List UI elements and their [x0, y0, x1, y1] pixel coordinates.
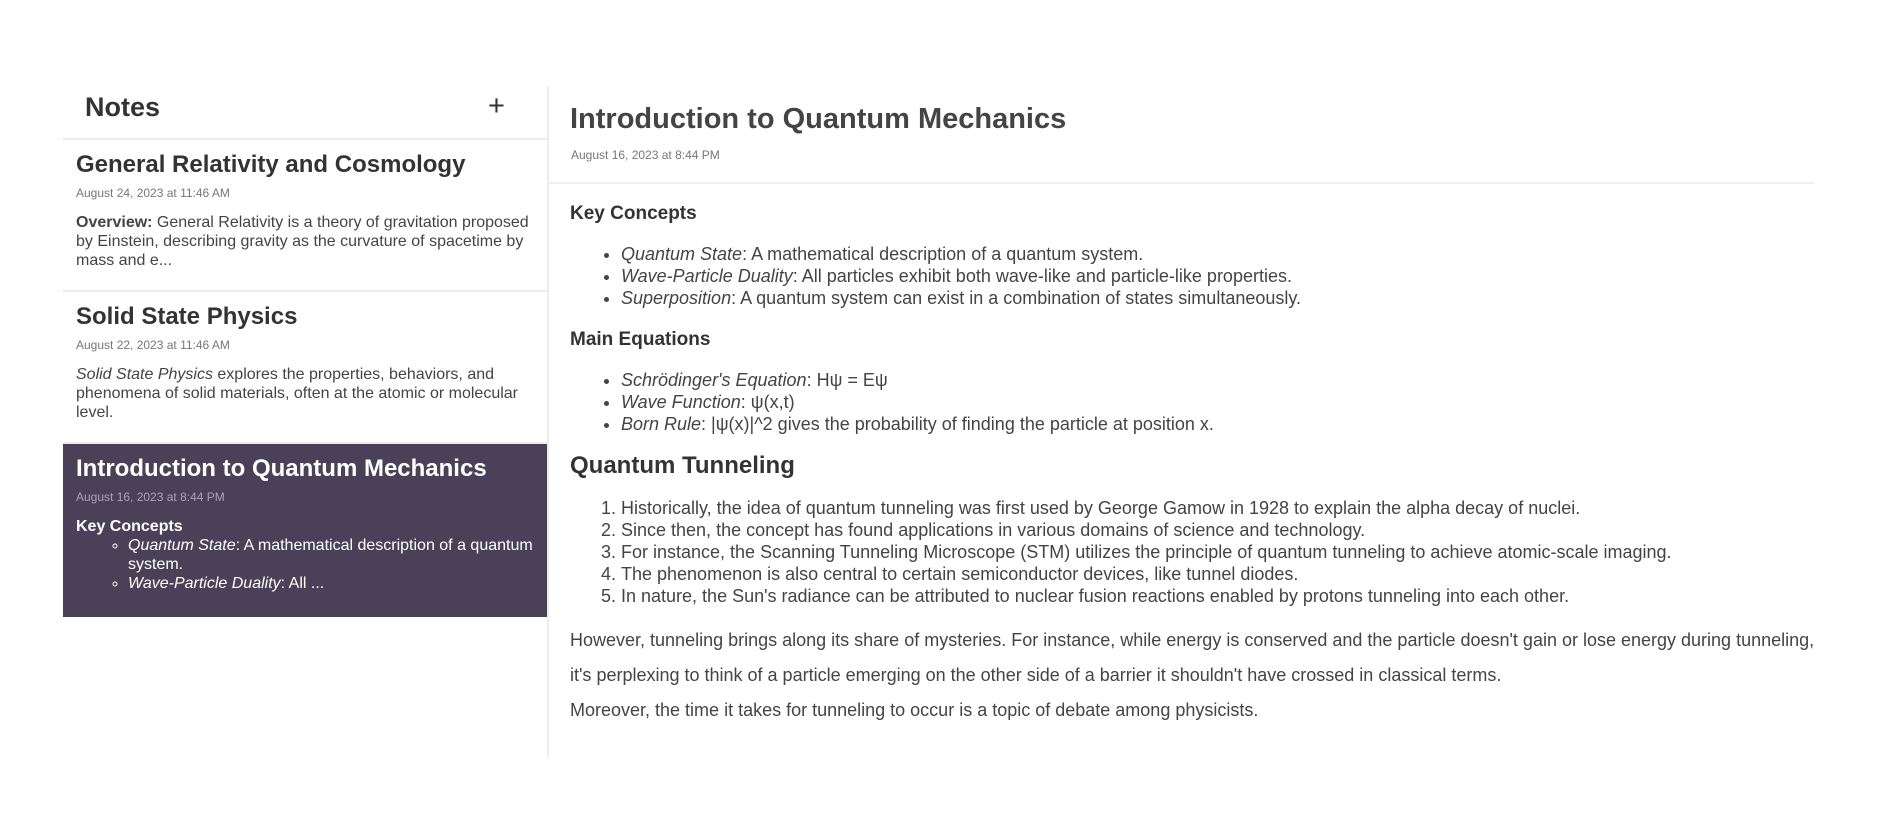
list-item	[621, 369, 1814, 391]
list-item: 1. Historically, the idea of quantum tunneling was first used by George Gamow in 1928 to explain the alpha decay of nuclei.	[621, 497, 1814, 519]
note-preview-italic: Solid State Physics	[76, 366, 213, 383]
list-item	[621, 243, 1814, 265]
note-date: August 16, 2023 at 8:44 PM	[571, 148, 720, 162]
list-item: 3. For instance, the Scanning Tunneling Microscope (STM) utilizes the principle of quantum tunneling to achieve atomic-scale imaging.	[621, 541, 1814, 563]
sidebar-title: Notes	[85, 92, 161, 122]
list-item: 4. The phenomenon is also central to certain semiconductor devices, like tunnel diodes.	[621, 563, 1814, 585]
list-item-term: Wave-Particle Duality	[621, 266, 793, 286]
list-item-text: : A quantum system can exist in a combination of states simultaneously.	[731, 288, 1302, 308]
section-heading-key-concepts: Key Concepts	[570, 203, 697, 224]
note-preview	[76, 517, 534, 593]
list-item-term: Schrödinger's Equation	[621, 370, 807, 390]
tunneling-list	[570, 497, 1814, 607]
note-preview-heading: Key Concepts	[76, 518, 183, 535]
note-title: General Relativity and Cosmology	[76, 151, 466, 178]
list-item-text: : All ...	[280, 575, 325, 592]
key-concepts-list	[570, 243, 1814, 309]
note-preview	[76, 213, 534, 270]
note-editor[interactable]	[547, 86, 1814, 757]
list-item-term: Wave Function	[621, 392, 741, 412]
list-item-text: : |ψ(x)|^2 gives the probability of finding the particle at position x.	[701, 414, 1214, 434]
sidebar-header	[63, 86, 547, 140]
paragraph: However, tunneling brings along its share of mysteries. For instance, while energy is conserved and the particle doesn't gain or lose energy during tunneling,	[570, 630, 1814, 650]
list-item-term: Born Rule	[621, 414, 702, 434]
section-heading-quantum-tunneling: Quantum Tunneling	[570, 452, 795, 479]
section-heading-main-equations: Main Equations	[570, 329, 711, 350]
note-preview-text: explores the properties, behaviors, and phenomena of solid materials, often at the atomic or molecular level.	[76, 366, 519, 421]
paragraph: it's perplexing to think of a particle emerging on the other side of a barrier it shouldn't have crossed in classical terms.	[570, 665, 1502, 685]
list-item-term: Quantum State	[621, 244, 743, 264]
list-item-text: : A mathematical description of a quantum system.	[128, 537, 533, 573]
note-preview-list	[76, 536, 534, 593]
paragraph: Moreover, the time it takes for tunneling to occur is a topic of debate among physicists.	[570, 700, 1259, 720]
note-preview	[76, 365, 534, 422]
list-item-text: : ψ(x,t)	[740, 392, 795, 412]
list-item: 5. In nature, the Sun's radiance can be attributed to nuclear fusion reactions enabled by protons tunneling into each other.	[621, 585, 1814, 607]
note-preview-bold: Overview:	[76, 214, 153, 231]
list-item	[621, 265, 1814, 287]
note-preview-text: General Relativity is a theory of gravitation proposed by Einstein, describing gravity as the curvature of spacetime by mass and e...	[76, 214, 529, 269]
divider	[549, 182, 1814, 184]
note-title: Solid State Physics	[76, 303, 298, 330]
equations-list	[570, 369, 1814, 435]
note-title: Introduction to Quantum Mechanics	[76, 455, 487, 482]
list-item-term: Wave-Particle Duality	[128, 575, 281, 592]
list-item-text: : All particles exhibit both wave-like and particle-like properties.	[792, 266, 1292, 286]
note-content[interactable]	[570, 203, 1814, 734]
note-date: August 22, 2023 at 11:46 AM	[76, 338, 230, 352]
add-note-button[interactable]: +	[488, 90, 505, 122]
list-item-term: Superposition	[621, 288, 732, 308]
note-item-quantum-mechanics[interactable]	[63, 444, 547, 617]
list-item: 2. Since then, the concept has found applications in various domains of science and technology.	[621, 519, 1814, 541]
note-date: August 24, 2023 at 11:46 AM	[76, 186, 230, 200]
list-item	[128, 536, 534, 574]
list-item-term: Quantum State	[128, 537, 236, 554]
notes-sidebar	[63, 86, 547, 757]
list-item	[621, 287, 1814, 309]
list-item	[621, 391, 1814, 413]
note-title-heading[interactable]: Introduction to Quantum Mechanics	[570, 103, 1067, 135]
list-item	[621, 413, 1814, 435]
list-item	[128, 574, 534, 593]
note-item-solid-state[interactable]	[63, 292, 547, 444]
list-item-text: : Hψ = Eψ	[806, 370, 888, 390]
list-item-text: : A mathematical description of a quantum system.	[742, 244, 1144, 264]
note-item-general-relativity[interactable]	[63, 140, 547, 292]
note-date: August 16, 2023 at 8:44 PM	[76, 490, 225, 504]
